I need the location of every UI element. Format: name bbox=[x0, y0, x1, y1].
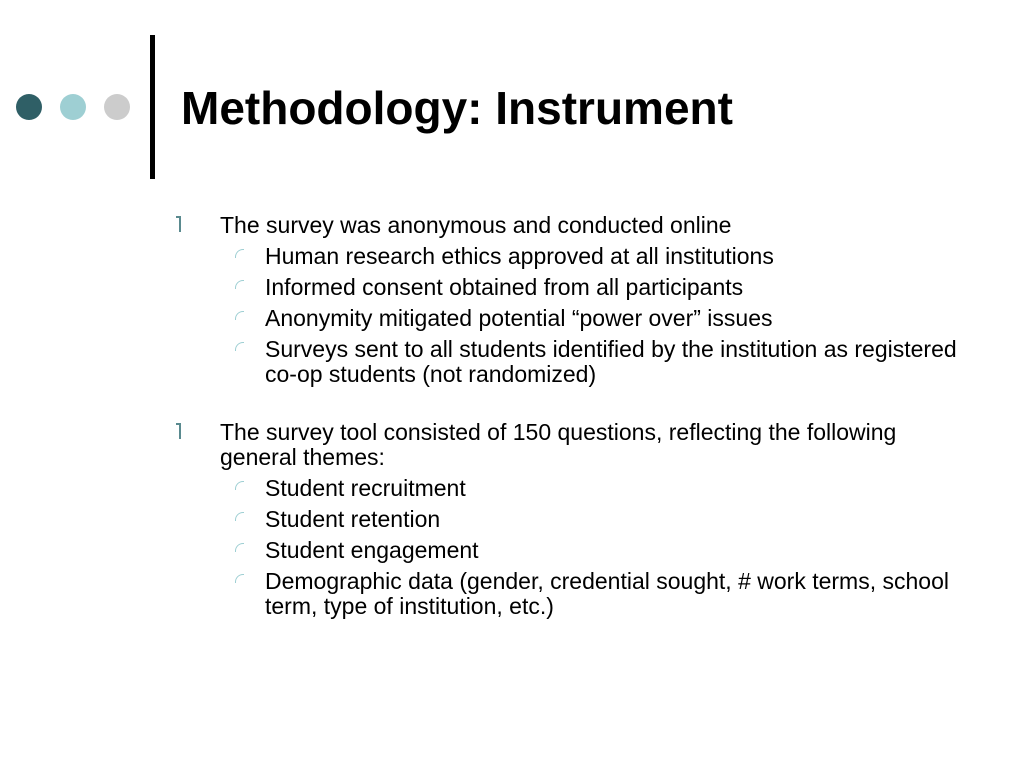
bullet-list bbox=[170, 213, 970, 619]
sub-bullet-text: Student recruitment bbox=[265, 475, 466, 501]
sub-bullet-marker-icon bbox=[235, 249, 244, 258]
sub-bullet-item bbox=[220, 538, 970, 563]
sub-bullet-text: Human research ethics approved at all institutions bbox=[265, 243, 774, 269]
sub-bullet-text: Student engagement bbox=[265, 537, 479, 563]
sub-bullet-item bbox=[220, 569, 970, 619]
sub-bullet-marker-icon bbox=[235, 311, 244, 320]
sub-bullet-item bbox=[220, 244, 970, 269]
sub-bullet-text: Informed consent obtained from all participants bbox=[265, 274, 744, 300]
sub-bullet-list bbox=[220, 244, 970, 387]
sub-bullet-marker-icon bbox=[235, 481, 244, 490]
sub-bullet-item bbox=[220, 275, 970, 300]
sub-bullet-list bbox=[220, 476, 970, 619]
sub-bullet-item bbox=[220, 476, 970, 501]
bullet-text: The survey was anonymous and conducted online bbox=[220, 212, 732, 238]
sub-bullet-marker-icon bbox=[235, 342, 244, 351]
bullet-marker-icon bbox=[179, 216, 181, 232]
sub-bullet-item bbox=[220, 337, 970, 387]
decorative-dot-dark bbox=[16, 94, 42, 120]
bullet-item bbox=[170, 420, 970, 619]
slide-title: Methodology: Instrument bbox=[181, 82, 733, 134]
decorative-dot-gray bbox=[104, 94, 130, 120]
bullet-marker-icon bbox=[179, 423, 181, 439]
bullet-text: The survey tool consisted of 150 questions, reflecting the following general themes: bbox=[220, 419, 897, 470]
decorative-dot-light-teal bbox=[60, 94, 86, 120]
sub-bullet-text: Demographic data (gender, credential sought, # work terms, school term, type of institution, etc.) bbox=[265, 568, 949, 619]
sub-bullet-item bbox=[220, 306, 970, 331]
sub-bullet-marker-icon bbox=[235, 543, 244, 552]
sub-bullet-item bbox=[220, 507, 970, 532]
sub-bullet-marker-icon bbox=[235, 280, 244, 289]
sub-bullet-text: Surveys sent to all students identified by the institution as registered co-op students (not randomized) bbox=[265, 336, 957, 387]
sub-bullet-text: Anonymity mitigated potential “power over” issues bbox=[265, 305, 773, 331]
sub-bullet-text: Student retention bbox=[265, 506, 441, 532]
bullet-item bbox=[170, 213, 970, 387]
sub-bullet-marker-icon bbox=[235, 512, 244, 521]
sub-bullet-marker-icon bbox=[235, 574, 244, 583]
vertical-divider bbox=[150, 35, 155, 179]
